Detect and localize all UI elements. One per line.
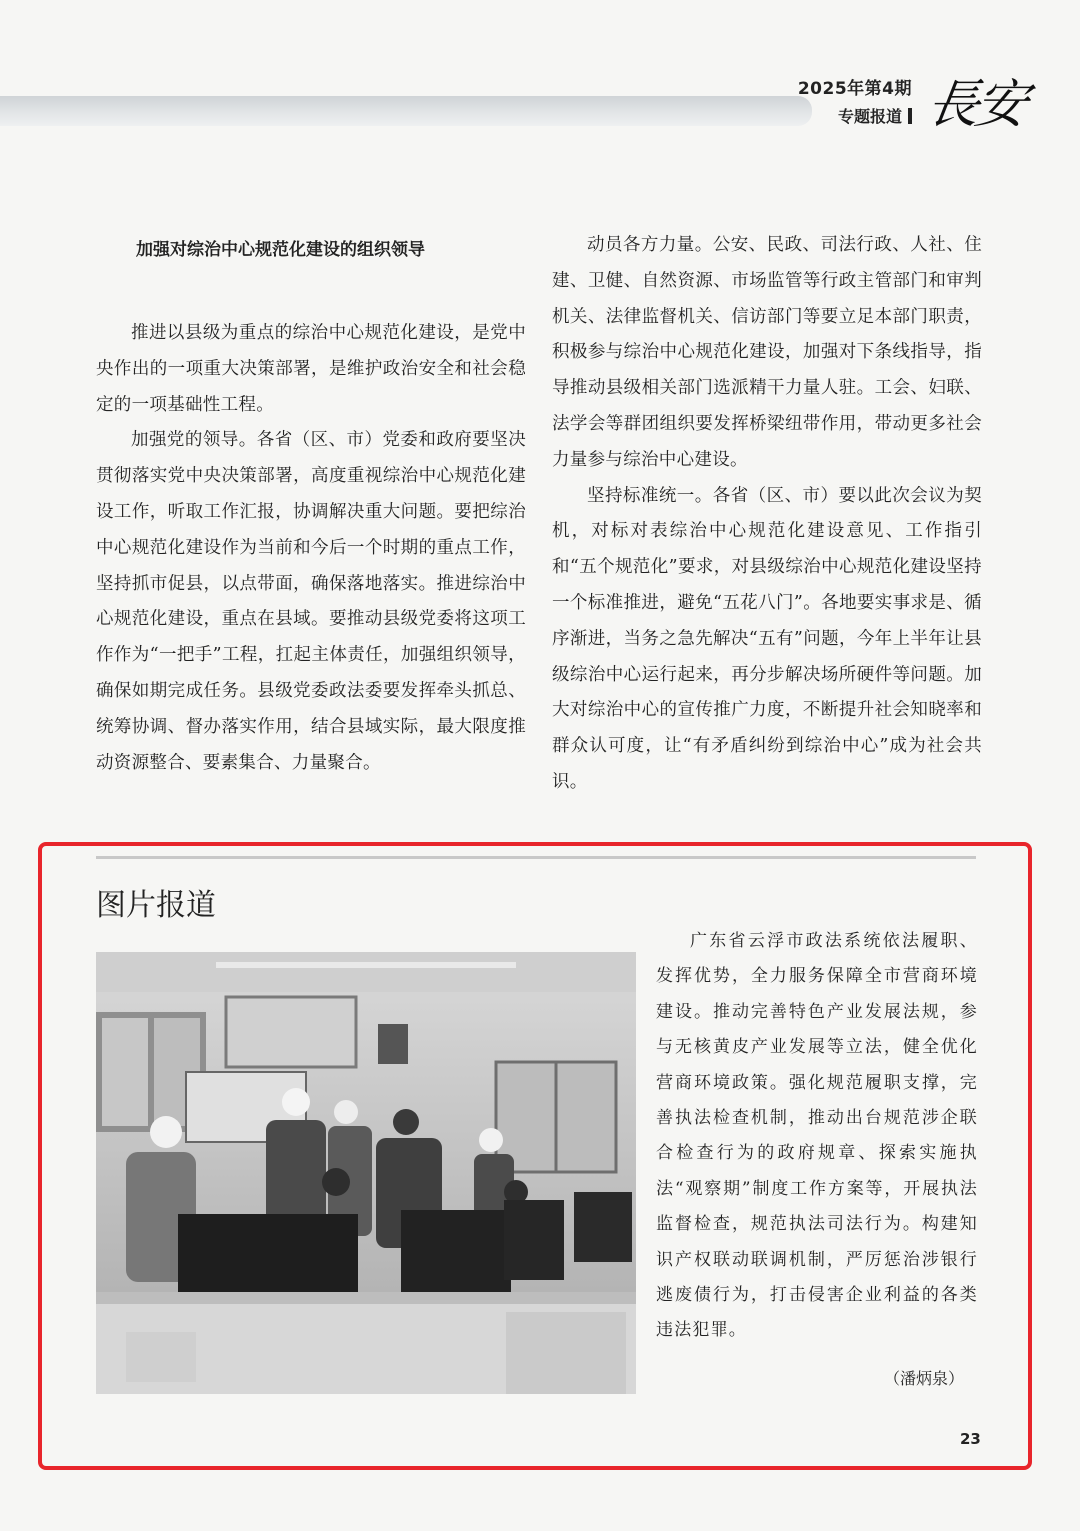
section-label — [838, 104, 912, 127]
feature-rule — [96, 856, 976, 859]
paragraph: 动员各方力量。公安、民政、司法行政、人社、住建、卫健、自然资源、市场监管等行政主管部门和审判机关、法律监督机关、信访部门等要立足本部门职责，积极参与综治中心规范化建设，加强对下条线指导，指导推动县级相关部门选派精干力量人驻。工会、妇联、法学会等群团组织要发挥桥梁纽带作用，带动更多社会力量参与综治中心建设。 — [552, 235, 982, 470]
office-inspection-photo — [96, 952, 636, 1394]
paragraph: 推进以县级为重点的综治中心规范化建设，是党中央作出的一项重大决策部署，是维护政治安全和社会稳定的一项基础性工程。 — [96, 323, 526, 415]
paragraph: 坚持标准统一。各省（区、市）要以此次会议为契机，对标对表综治中心规范化建设意见、工作指引和“五个规范化”要求，对县级综治中心规范化建设坚持一个标准推进，避免“五花八门”。各地要实事求是、循序渐进，当务之急先解决“五有”问题，今年上半年让县级综治中心运行起来，再分步解决场所硬件等问题。加大对综治中心的宣传推广力度，不断提升社会知晓率和群众认可度，让“有矛盾纠纷到综治中心”成为社会共识。 — [552, 485, 982, 792]
header-bar — [0, 96, 812, 126]
section-label-text: 专题报道 — [837, 107, 902, 126]
section-subhead: 加强对综治中心规范化建设的组织领导 — [136, 240, 425, 260]
magazine-logo: 長安 — [923, 75, 1028, 135]
feature-photo — [96, 952, 636, 1394]
feature-text-block — [656, 924, 978, 1349]
paragraph: 加强党的领导。各省（区、市）党委和政府要坚决贯彻落实党中央决策部署，高度重视综治中心规范化建设工作，听取工作汇报，协调解决重大问题。要把综治中心规范化建设作为当前和今后一个时期的重点工作，坚持抓市促县，以点带面，确保落地落实。推进综治中心规范化建设，重点在县域。要推动县级党委将这项工作作为“一把手”工程，扛起主体责任，加强组织领导，确保如期完成任务。县级党委政法委要发挥牵头抓总、统筹协调、督办落实作用，结合县域实际，最大限度推动资源整合、要素集合、力量聚合。 — [96, 430, 526, 773]
issue-label: 2025年第4期 — [797, 79, 912, 99]
feature-title: 图片报道 — [96, 888, 216, 923]
section-divider — [908, 108, 912, 124]
page-number: 23 — [960, 1430, 981, 1448]
right-column — [552, 228, 982, 801]
feature-paragraph: 广东省云浮市政法系统依法履职、发挥优势，全力服务保障全市营商环境建设。推动完善特色产业发展法规，参与无核黄皮产业发展等立法，健全优化营商环境政策。强化规范履职支撑，完善执法检查机制，推动出台规范涉企联合检查行为的政府规章、探索实施执法“观察期”制度工作方案等，开展执法监督检查，规范执法司法行为。构建知识产权联动联调机制，严厉惩治涉银行逃废债行为，打击侵害企业利益的各类违法犯罪。 — [656, 931, 978, 1341]
left-column — [96, 228, 526, 781]
photo-credit: （潘炳泉） — [884, 1369, 965, 1388]
